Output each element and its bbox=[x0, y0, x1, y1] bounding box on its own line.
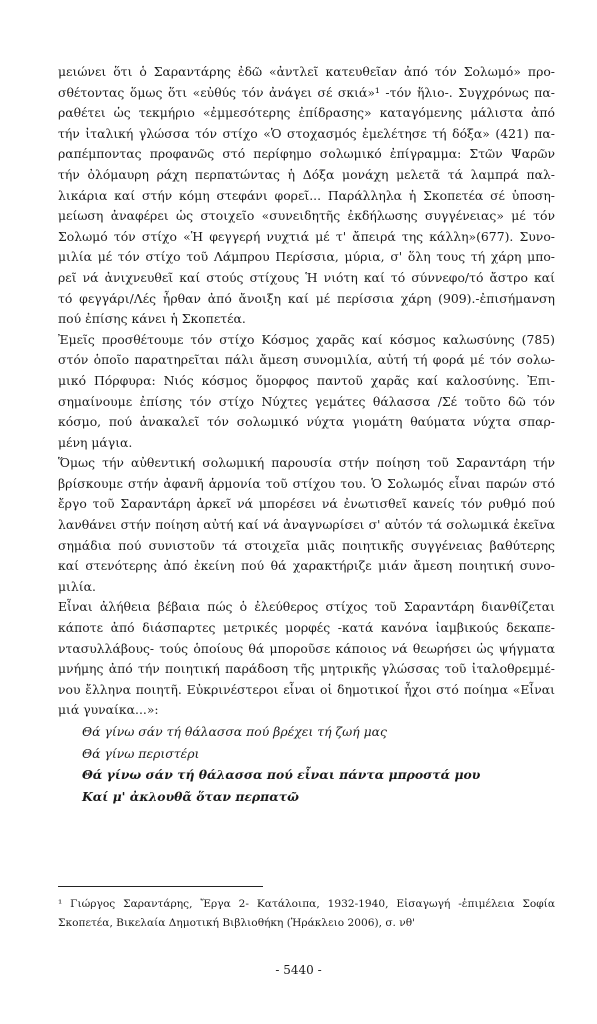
text-line: μένη μάγια. bbox=[58, 434, 133, 450]
text-line: μιλία μέ τόν στίχο τοῦ Λάμπρου Περίσσια, μύρια, σ' ὅλη τους τή χάρη μπο- bbox=[58, 249, 555, 265]
text-line: σημάδια πού συνιστοῦν τά στοιχεῖα μιᾶς ποιητικῆς συγγένειας βαθύτερης bbox=[58, 537, 555, 553]
text-line: σημαίνουμε ἐπίσης τόν στίχο Νύχτες γεμάτες θάλασσα /Σέ τοῦτο δῶ τόν bbox=[58, 393, 555, 409]
text-line: πού ἐπίσης κάνει ἡ Σκοπετέα. bbox=[58, 311, 246, 327]
text-line: ραπέμποντας προφανῶς στό περίφημο σολωμικό ἐπίγραμμα: Στῶν Ψαρῶν bbox=[58, 146, 555, 162]
text-line: κάποτε ἀπό διάσπαρτες μετρικές μορφές -κατά κανόνα ἰαμβικούς δεκαπε- bbox=[58, 620, 555, 636]
text-line: Ὅμως τήν αὐθεντική σολωμική παρουσία στήν ποίηση τοῦ Σαραντάρη τήν bbox=[58, 455, 555, 471]
main-text bbox=[58, 62, 555, 807]
text-line: ντασυλλάβους- τούς ὁποίους θά μποροῦσε κάποιος νά θεωρήσει ὡς ψήγματα bbox=[58, 640, 555, 656]
text-line: νου ἔλληνα ποιητῆ. Εὐκρινέστεροι εἶναι οἱ δημοτικοί ἦχοι στό ποίημα «Εἶναι bbox=[58, 681, 555, 697]
text-line: ρεῖ νά ἀνιχνευθεῖ καί στούς στίχους Ἡ νιότη καί τό σύννεφο/τό ἄστρο καί bbox=[58, 269, 555, 285]
footnote-line: Σκοπετέα, Βικελαία Δημοτική Βιβλιοθήκη (Ἡράκλειο 2006), σ. νθ' bbox=[58, 917, 416, 929]
footnote-line: ¹ Γιώργος Σαραντάρης, Ἔργα 2- Κατάλοιπα, 1932-1940, Εἰσαγωγή -ἐπιμέλεια Σοφία bbox=[58, 898, 555, 910]
text-line: τήν ἰταλική γλώσσα τόν στίχο «Ὁ στοχασμός ἐμελέτησε τή δόξα» (421) πα- bbox=[58, 125, 555, 141]
text-line: τό φεγγάρι/Λές ἦρθαν ἀπό ἄνοιξη καί μέ περίσσια χάρη (909).-ἐπισήμανση bbox=[58, 290, 555, 306]
paragraph-1 bbox=[58, 62, 555, 330]
paragraph-2 bbox=[58, 330, 555, 454]
poem-line: Θά γίνω σάν τή θάλασσα πού βρέχει τή ζωή μας bbox=[82, 724, 387, 739]
text-line: σθέτοντας ὅμως ὅτι «εὐθύς τόν ἀνάγει σέ σκιά»¹ -τόν ἥλιο-. Συγχρόνως πα- bbox=[58, 84, 555, 100]
text-line: στόν ὁποῖο παρατηρεῖται πάλι ἄμεση συνομιλία, αὐτή τή φορά μέ τόν σολω- bbox=[58, 352, 555, 368]
text-line: μικό Πόρφυρα: Νιός κόσμος ὅμορφος παντοῦ χαρᾶς καί καλοσύνης. Ἐπι- bbox=[58, 372, 555, 388]
text-line: μείωση ἀναφέρει ὡς στοιχεῖο «συνειδητῆς ἐκδήλωσης συγγένειας» μέ τόν bbox=[58, 208, 555, 224]
text-line: λανθάνει στήν ποίηση αὐτή καί νά ἀναγνωρίσει σ' αὐτόν τά σολωμικά ἐκεῖνα bbox=[58, 517, 555, 533]
poem-line: Καί μ' ἀκλουθᾶ ὅταν περπατῶ bbox=[82, 788, 299, 804]
poem-line: Θά γίνω σάν τή θάλασσα πού εἶναι πάντα μπροστά μου bbox=[82, 767, 481, 782]
text-line: καί στενότερης ἀπό ἐκείνη πού θά χαρακτήριζε μιάν ἄμεση ποιητική συνο- bbox=[58, 558, 555, 574]
text-line: μιά γυναίκα...»: bbox=[58, 702, 159, 718]
text-line: κόσμο, πού ἀνακαλεῖ τόν σολωμικό νύχτα γιομάτη θαύματα νύχτα σπαρ- bbox=[58, 414, 555, 430]
text-line: λικάρια καί στήν κόμη στεφάνι φορεῖ... Παράλληλα ἡ Σκοπετέα σέ ὑποση- bbox=[58, 187, 555, 203]
text-line: ἔργο τοῦ Σαραντάρη ἀρκεῖ νά μπορέσει νά ἐνωτισθεῖ κανείς τόν ρυθμό πού bbox=[58, 496, 555, 512]
text-line: Εἶναι ἀλήθεια βέβαια πώς ὁ ἐλεύθερος στίχος τοῦ Σαραντάρη διανθίζεται bbox=[58, 599, 555, 615]
text-line: μιλία. bbox=[58, 578, 96, 594]
poem-quote bbox=[58, 721, 555, 807]
poem-line: Θά γίνω περιστέρι bbox=[82, 745, 200, 761]
text-line: Ἐμεῖς προσθέτουμε τόν στίχο Κόσμος χαρᾶς καί κόσμος καλωσύνης (785) bbox=[58, 331, 555, 347]
text-line: βρίσκουμε στήν ἀφανῆ ἁρμονία τοῦ στίχου του. Ὁ Σολωμός εἶναι παρών στό bbox=[58, 475, 555, 491]
text-line: ραθέτει ὡς τεκμήριο «ἐμμεσότερης ἐπίδρασης» καταγόμενης μάλιστα ἀπό bbox=[58, 105, 555, 121]
text-line: μειώνει ὅτι ὁ Σαραντάρης ἐδῶ «ἀντλεῖ κατευθεῖαν ἀπό τόν Σολωμό» προ- bbox=[58, 64, 555, 79]
text-line: μνήμης ἀπό τήν ποιητική παράδοση τῆς μητρικῆς γλώσσας τοῦ ἰταλοθρεμμέ- bbox=[58, 661, 555, 677]
footnote bbox=[58, 895, 555, 933]
text-line: τήν ὀλόμαυρη ράχη περπατώντας ἡ Δόξα μονάχη μελετᾶ τά λαμπρά παλ- bbox=[58, 166, 555, 182]
paragraph-3 bbox=[58, 453, 555, 597]
footnote-divider bbox=[58, 886, 263, 887]
paragraph-4 bbox=[58, 597, 555, 721]
page-number: - 5440 - bbox=[275, 963, 322, 977]
text-line: Σολωμό τόν στίχο «Ἡ φεγγερή νυχτιά μέ τ' ἄπειρά της κάλλη»(677). Συνο- bbox=[58, 228, 555, 244]
